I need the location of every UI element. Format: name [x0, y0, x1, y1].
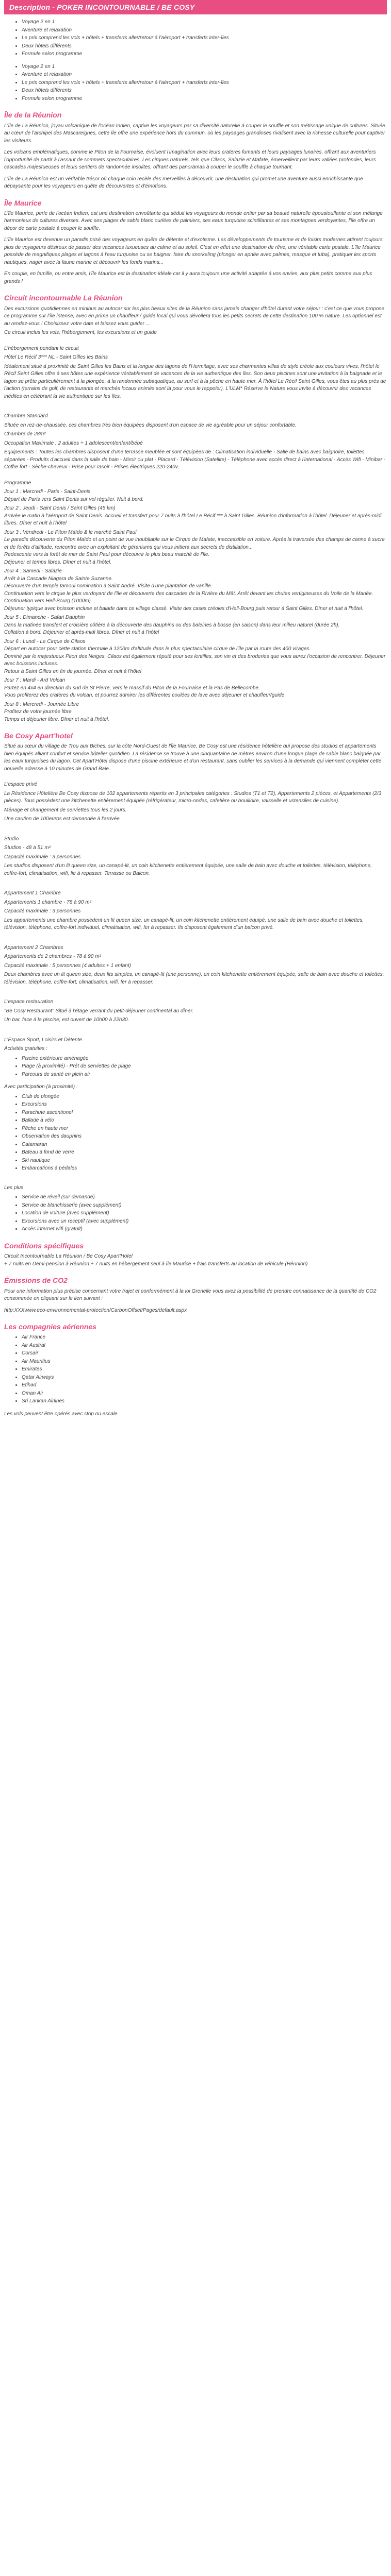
circuit-content	[4, 306, 387, 724]
cosy-paragraph: Studios - 48 à 51 m²	[4, 845, 51, 851]
section-title-maurice: Île Maurice	[4, 198, 42, 207]
intro-list-1	[4, 19, 387, 58]
paid-activity-item: • Excursions	[22, 1101, 387, 1109]
intro-list-item: • Le prix comprend les vols + hôtels + transferts aller/retour à l'aéroport + transferts inter-îles	[22, 79, 387, 87]
circuit-day: Jour 1 : Marcredi - Paris - Saint-Denis Départ de Paris vers Saint Denis sur vol régulier. Nuit à bord.	[4, 489, 144, 502]
service-item: • Excursions avec un receptif (avec supplément)	[22, 1218, 387, 1226]
free-activity-item: • Parcours de santé en plein air	[22, 1071, 387, 1079]
circuit-day: Jour 7 : Mardi - Ard Volcan Partez en 4x4 en direction du sud de St Pierre, vers le massif du Piton de la Fournaise et la Pas de Bellecombe. Vous profiterez des cratères du volcan, et pourrez admirer les différentes coulées de lave avec déjeuner et chauffeur/guide	[4, 677, 285, 699]
intro-list-item: • Voyage 2 en 1	[22, 19, 387, 26]
airline-item: • Qatar Airways	[22, 1374, 387, 1382]
circuit-paragraph: Équipements : Toutes les chambres disposent d'une terrasse meublée et sont équipées de : Climatisation individuelle - Salle de bains avec baignoire, toilettes séparées - Produits d'accueil dans la salle de bain - Miroir ou plat - Placard - Télévision (Satellite) - Téléphone avec accès direct à l'international - Accès Wifi - Minibar - Coffre fort - Sèche-cheveux - Prise pour rasoir - Prises électriques 220-240v.	[4, 449, 386, 470]
paid-activity-item: • Pêche en haute mer	[22, 1125, 387, 1133]
circuit-paragraph: L'hébergement pendant le circuit	[4, 345, 79, 351]
cosy-paragraph: Capacité maximale : 3 personnes	[4, 908, 81, 914]
cosy-paragraph: L'espace restauration	[4, 999, 54, 1005]
cosy-content	[4, 743, 387, 1233]
airline-item: • Air Austral	[22, 1342, 387, 1350]
cosy-paragraph: Appartements de 2 chambres - 78 à 90 m²	[4, 954, 101, 960]
cosy-paragraph: Situé au cœur du village de Trou aux Biches, sur la côte Nord-Ouest de l'Île Maurice, Be Cosy est une résidence hôtelière qui propose des studios et appartements bien équipés alliant confort et service hôtelier quotidien. La résidence se trouve à une cinquantaine de mètres environ d'une longue plage de sable blanc baignée par les eaux turquoises du lagon. Cet Apart'Hôtel dispose d'une piscine extérieure et d'un restaurant, sans oublier les services à la demande qui viennent compléter cette nouvelle adresse à 10 minutes de Grand Baie.	[4, 743, 382, 772]
circuit-paragraph: Chambre Standard	[4, 413, 48, 419]
circuit-day: Jour 4 : Samedi - Salazie Arrêt à la Cascade Niagara de Sainte Suzanne. Découverte d'un temple tamoul nomination à Saint André. Visite d'une plantation de vanille. Continuation vers le cirque le plus verdoyant de l'île et découverte des cascades de la Rivière du Mât. Arrêt devant les chutes vertigineuses du Voile de la Mariée. Continuation vers Hell-Bourg (1000m). Déjeuner typique avec boisson incluse et balade dans ce village classé. Visite des cases créoles d'Hell-Bourg puis retour à Saint Gilles. Dîner et nuit à l'hôtel.	[4, 568, 373, 612]
airline-item: • Etihad	[22, 1382, 387, 1389]
paid-activity-item: • Bateau à fond de verre	[22, 1149, 387, 1157]
service-item: • Accès internet wifi (gratuit)	[22, 1226, 387, 1233]
cosy-paragraph: Une caution de 100euros est demandée à l'arrivée.	[4, 816, 121, 822]
cosy-paragraph: Un bar, face à la piscine, est ouvert de 10h00 à 22h30.	[4, 1017, 129, 1023]
service-item: • Location de voiture (avec supplément)	[22, 1210, 387, 1217]
circuit-paragraph: Des excursions quotidiennes en minibus au autocar sur les plus beaux sites de la Réunion sans jamais changer d'hôtel durant votre séjour : c'est ce que vous propose ce programme sur l'île intense, avec en prime un chauffeur / guide local qui vous dévoilera tous les petits secrets de cette destination 100 % nature. Les optionnel est au rendez-vous ! Choisissez votre date et laissez vous guider ...	[4, 306, 385, 327]
intro-list-item: • Deux hôtels différents	[22, 43, 387, 50]
intro-list-item: • Deux hôtels différents	[22, 87, 387, 95]
paid-activity-item: • Observation des dauphins	[22, 1133, 387, 1141]
cosy-paragraph: "Be Cosy Restaurant" Situé à l'étage verrant du petit-déjeuner continental au dîner.	[4, 1008, 194, 1014]
section-title-co2: Émissions de CO2	[4, 1276, 68, 1285]
cosy-paragraph: Studio	[4, 836, 19, 842]
cosy-paragraph: Avec participation (à proximité) :	[4, 1084, 78, 1090]
cosy-paragraph: L'Espace Sport, Loisirs et Détente	[4, 1037, 82, 1043]
cosy-paragraph: Deux chambres avec un lit queen size, deux lits simples, un canapé-lit (une personne), un coin kitchenette entièrement équipée, salle de bain avec douche et toilettes, télévision, téléphone, coffre-fort, climatisation, wifi, fer à repasser.	[4, 972, 384, 985]
airline-item: • Air France	[22, 1334, 387, 1342]
cosy-paragraph: Les studios disposent d'un lit queen size, un canapé-lit, un coin kitchenette entièrement équipée, une salle de bain avec douche et toilettes, télévision, téléphone, coffre-fort, climatisation, wifi, lie à repasser. Terrasse ou Balcon.	[4, 863, 372, 876]
section-title-circuit: Circuit incontournable La Réunion	[4, 294, 123, 302]
reunion-paragraph: L'île de La Réunion, joyau volcanique de l'océan Indien, captive les voyageurs par sa diversité naturelle à couper le souffle et son métissage unique de cultures. Située au cœur de l'archipel des Mascareignes, cette île offre une expérience hors du commun, où les paysages grandioses rivalisent avec la richesse culturelle pour captiver les visiteurs.	[4, 123, 385, 144]
airlines-note: Les vols peuvent être opérés avec stop ou escale	[4, 1411, 118, 1417]
circuit-paragraph: Programme	[4, 480, 31, 486]
service-item: • Service de réveil (sur demande)	[22, 1194, 387, 1201]
airline-item: • Emirates	[22, 1366, 387, 1374]
airlines-list	[4, 1334, 387, 1405]
airline-item: • Sri Lankan Airlines	[22, 1398, 387, 1405]
maurice-paragraph: L'île Maurice, perle de l'océan Indien, est une destination envoûtante qui séduit les voyageurs du monde entier par sa beauté naturelle époustouflante et son mélange harmonieux de cultures diverses. Avec ses plages de sable blanc ourlées de palmiers, ses eaux turquoise scintillantes et ses montagnes verdoyantes, l'île offre un décor de carte postale à couper le souffle.	[4, 210, 383, 231]
co2-link[interactable]: http:XXXwww.eco-environnemental-protection/CarbonOffset/Pages/default.aspx	[4, 1307, 187, 1313]
circuit-paragraph: Chambre de 28m²	[4, 431, 46, 437]
services-list	[4, 1194, 387, 1233]
cosy-paragraph: Ménage et changement de serviettes tous les 2 jours.	[4, 807, 127, 813]
intro-list-item: • Voyage 2 en 1	[22, 63, 387, 71]
cosy-paragraph: Les appartements une chambre possèdent un lit queen size, un canapé-lit, un coin kitchenette entièrement équipé, une salle de bain avec douche et toilettes, télévision, téléphone, coffre-fort individuel, climatisation, wifi, fer à repasser. Ils disposent également d'un balcon privé.	[4, 917, 364, 931]
intro-list-item: • Aventure et relaxation	[22, 27, 387, 35]
paid-activity-item: • Catamaran	[22, 1141, 387, 1149]
free-activity-item: • Plage (à proximité) - Prêt de serviettes de plage	[22, 1063, 387, 1071]
intro-list-item: • Formule selon programme	[22, 95, 387, 103]
cosy-paragraph: Appartements 1 chambre - 78 à 90 m²	[4, 899, 91, 905]
section-title-conditions: Conditions spécifiques	[4, 1241, 84, 1250]
circuit-day: Jour 5 : Dimanche - Safari Dauphin Dans la matinée transfert et croisière côtière à la découverte des dauphins ou des baleines à bosse (en saison) dans leur milieu naturel (durée 2h). Collation à bord. Déjeuner et après-midi libres. Dîner et nuit à l'hôtel	[4, 615, 340, 636]
airline-item: • Oman Air	[22, 1390, 387, 1398]
intro-list-item: • Formule selon programme	[22, 50, 387, 58]
intro-list-item: • Aventure et relaxation	[22, 71, 387, 79]
section-title-reunion: Île de la Réunion	[4, 111, 62, 120]
circuit-paragraph: Ce circuit inclus les vols, l'hébergement, les excursions et un guide	[4, 330, 157, 336]
paid-activity-item: • Ski nautique	[22, 1157, 387, 1165]
service-item: • Service de blanchisserie (avec supplément)	[22, 1202, 387, 1210]
paid-activity-item: • Parachute ascentionel	[22, 1109, 387, 1117]
circuit-day: Jour 6 : Lundi - Le Cirque de Cilaos Départ en autocar pour cette station thermale à 1200m d'altitude dans le plus spectaculaire cirque de l'île par la route des 400 virages. Dominé par le majestueux Piton des Neiges, Cilaos est également réputé pour ses lentilles, son vin et des broderies que vous aurez l'occasion de rencontrer. Déjeuner avec boissons incluses. Retour à Saint Gilles en fin de journée. Dîner et nuit à l'hôtel	[4, 638, 386, 674]
cosy-paragraph: Appartement 1 Chambre	[4, 890, 61, 896]
section-title-airlines: Les compagnies aériennes	[4, 1323, 96, 1331]
airline-item: • Corsair	[22, 1350, 387, 1358]
circuit-day: Jour 8 : Mercredi - Journée Libre Profitez de votre journée libre Temps et déjeuner libre. Dîner et nuit à l'hôtel.	[4, 701, 109, 722]
free-activities-list	[4, 1055, 387, 1079]
paid-activity-item: • Ballade à vélo	[22, 1117, 387, 1125]
paid-activity-item: • Embarcations à pédales	[22, 1165, 387, 1173]
cosy-paragraph: Activités gratuites :	[4, 1046, 47, 1052]
circuit-day: Jour 3 : Vendredi - Le Piton Maïdo & le marché Saint Paul Le paradis découverte du Piton Maïdo et un point de vue inoubliable sur le Cirque de Mafate, inaccessible en voiture. Après la traversée des champs de canne à sucre et de forêts d'altitude, rencontre avec un exploitant de géraniums qui vous initiera aux secrets de distillation... Redescente vers la forêt de mer de Saint Paul pour découvrir le plus beau marché de l'île. Déjeuner et temps libres. Dîner et nuit à l'hôtel.	[4, 529, 385, 565]
cosy-paragraph: Capacité maximale : 3 personnes	[4, 854, 81, 860]
circuit-paragraph: Hôtel Le Récif 3*** NL - Saint Gilles les Bains	[4, 354, 108, 361]
page-banner: Description - POKER INCONTOURNABLE / BE COSY	[4, 0, 387, 14]
cosy-paragraph: La Résidence Hôtelière Be Cosy dispose de 102 appartements répartis en 3 principales catégories : Studios (T1 et T2), Appartements 2 pièces, et Appartements (2/3 pièces). Tous possèdent une kitchenette entièrement équipée (réfrigérateur, micro-ondes, cafetière ou bouilloire, vaisselle et ustensiles de cuisine).	[4, 790, 382, 804]
cosy-paragraph: Les plus	[4, 1184, 24, 1191]
maurice-paragraph: L'île Maurice est devenue un paradis prisé des voyageurs en quête de détente et d'exotisme. Les développements de tourisme et de loisirs modernes attirent toujours plus de voyageurs désireux de passer des vacances luxueuses au calme et au soleil. C'est en effet une destination de rêve, une véritable carte postale. L'île Maurice possède de magnifiques plages et lagons à l'eau turquoise ou se baigner, faire du snorkeling (plonger en apnée avec palmes, masque et tuba), pratiquer les sports nautiques, nager avec la faune marine et découvrir les fonds marins...	[4, 237, 383, 265]
section-title-cosy: Be Cosy Apart'hotel	[4, 732, 73, 740]
circuit-paragraph: Située en rez-de-chaussée, ces chambres très bien équipées disposent d'un espace de vie agréable pour un séjour confortable.	[4, 422, 297, 428]
cosy-paragraph: L'espace privé	[4, 782, 38, 788]
circuit-paragraph: Idéalement situé à proximité de Saint Gilles les Bains et la longue des lagons de l'Hermitage, avec ses charmantes villas de style créole aux couleurs vives, l'hôtel le Récif Saint Gilles offre à ses hôtes une expérience véritablement de vacances de la vie authentique des îles. Son deux piscines sont une invitation à la baignade et le lagon se prête particulièrement à la plongée, à la randonnée subaquatique, au surf et à la pêche en haute mer. À l'hôtel Le Récif Saint Gilles, vous êtes au plus près de l'action (terrains de golf, de restaurants et marchés locaux animés sont là pour vous le rappeler). L'ULM* Réserve la Nature vous invite à découvrir des vacances inédites en célébrant la vie authentique sur les îles.	[4, 363, 386, 399]
maurice-paragraph: En couple, en famille, ou entre amis, l'île Maurice est la destination idéale car il y aura toujours une activité adaptée à vos envies, aux plus petits comme aux plus grands !	[4, 271, 372, 284]
reunion-paragraph: L'île de La Réunion est un véritable trésor où chaque coin recèle des merveilles à découvrir, une destination qui promet une aventure aussi enrichissante que dépaysante pour les voyageurs en quête de découvertes et d'émotions.	[4, 176, 363, 190]
cosy-paragraph: Appartement 2 Chambres	[4, 944, 63, 951]
co2-paragraph: Pour une information plus précise concernant votre trajet et conformément à la loi Grenelle vous avez la possibilité de prendre connaissance de la quantité de CO2 consommée en cliquant sur le lien suivant :	[4, 1288, 377, 1302]
conditions-paragraph: Circuit Incontournable La Réunion / Be Cosy Apart'Hotel + 7 nuits en Demi-pension à Réunion + 7 nuits en hébergement seul à île Maurice + frais transferts au location de véhicule (Réunion)	[4, 1253, 308, 1267]
circuit-paragraph: Occupation Maximale : 2 adultes + 1 adolescent/enfant/bébé	[4, 440, 143, 446]
circuit-day: Jour 2 : Jeudi - Saint Denis / Saint Gilles (45 km) Arrivée le matin à l'aéroport de Saint Denis. Accueil et transfert pour 7 nuits à l'hôtel Le Récif *** à Saint Gilles. Réunion d'information à l'hôtel. Déjeuner et après-midi libres. Dîner et nuit à l'hôtel	[4, 505, 382, 527]
intro-list-2	[4, 63, 387, 103]
paid-activities-list	[4, 1093, 387, 1173]
free-activity-item: • Piscine extérieure aménagée	[22, 1055, 387, 1063]
paid-activity-item: • Club de plongée	[22, 1093, 387, 1101]
intro-list-item: • Le prix comprend les vols + hôtels + transferts aller/retour à l'aéroport + transferts inter-îles	[22, 35, 387, 42]
cosy-paragraph: Capacité maximale : 5 personnes (4 adultes + 1 enfant)	[4, 962, 131, 969]
airline-item: • Air Mauritius	[22, 1358, 387, 1366]
reunion-paragraph: Les volcans emblématiques, comme le Piton de la Fournaise, évoluent l'imagination avec leurs cratères fumants et leurs paysages lunaires, offrant aux aventuriers l'opportunité de partir à l'assaut de sommets spectaculaires. Les cirques naturels, tels que Cilaos, Salazie et Mafate, émerveillent par leurs vallées profondes, leurs cascades majestueuses et leurs sentiers de randonnée insolites, offrant des panoramas à couper le souffle à chaque tournant.	[4, 149, 376, 171]
